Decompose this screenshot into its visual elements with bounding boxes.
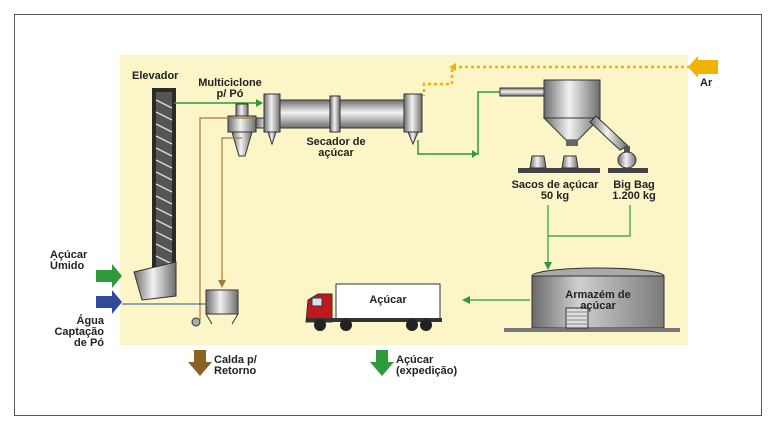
- flow-line-to-silo: [418, 92, 500, 154]
- flow-arrowhead-to-dryer: [256, 99, 263, 107]
- label-acucar-umido: Açúcar Úmido: [50, 249, 88, 272]
- big-bag: [608, 146, 648, 173]
- return-arrow: [188, 350, 212, 376]
- label-secador: Secador de açúcar: [306, 136, 366, 159]
- flow-line-to-warehouse: [548, 205, 630, 236]
- water-tank: [192, 290, 238, 326]
- label-armazem: Armazém de açúcar: [565, 289, 631, 312]
- label-big-bag: Big Bag 1.200 kg: [612, 179, 656, 202]
- label-calda: Calda p/ Retorno: [214, 354, 257, 377]
- label-agua: Água Captação de Pó: [54, 315, 104, 349]
- label-ar: Ar: [700, 77, 713, 89]
- air-inlet-arrow: [688, 56, 718, 78]
- sugar-silo: [500, 80, 628, 150]
- sugar-sacks: [518, 156, 600, 173]
- humid-sugar-arrow: [96, 264, 122, 288]
- truck: [306, 284, 442, 331]
- expedition-arrow: [370, 350, 394, 376]
- label-multiciclone: Multiciclone p/ Pó: [198, 77, 262, 100]
- water-arrow: [96, 290, 122, 314]
- label-acucar-truck: Açúcar: [369, 294, 407, 306]
- label-acucar-expedicao: Açúcar (expedição): [396, 354, 458, 377]
- label-sacos: Sacos de açúcar 50 kg: [511, 179, 599, 202]
- elevator: [134, 88, 176, 300]
- label-elevador: Elevador: [132, 70, 179, 82]
- flow-arrowhead-silo: [472, 150, 478, 158]
